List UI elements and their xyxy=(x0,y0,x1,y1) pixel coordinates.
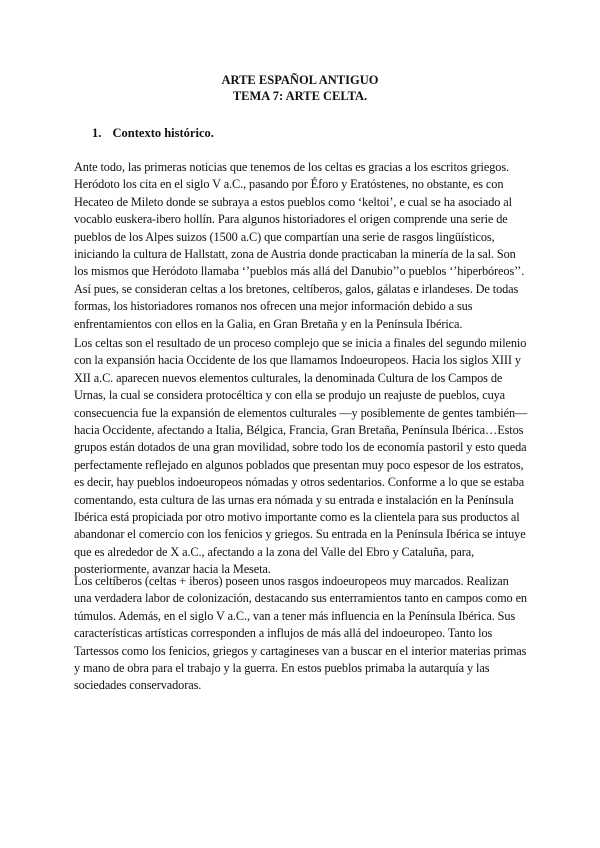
paragraph-line: Los celtas son el resultado de un proceso complejo que se inicia a finales del segundo milenio xyxy=(74,336,527,350)
paragraph xyxy=(74,159,534,333)
paragraph xyxy=(74,573,534,695)
paragraph-line: Así pues, se consideran celtas a los bretones, celtíberos, galos, gálatas e irlandeses. De todas xyxy=(74,281,519,296)
paragraph-line: abandonar el comercio con los fenicios y griegos. Su entrada en la Península Ibérica se intuye xyxy=(74,527,526,542)
paragraph-line: Hecateo de Mileto donde se subraya a estos pueblos como ‘keltoi’, e cual se ha asociado al xyxy=(74,194,512,209)
paragraph-line: comentando, esta cultura de las urnas era nómada y su entrada e instalación en la Península xyxy=(74,492,514,507)
paragraph-line: consecuencia fue la expansión de elementos culturales —y posiblemente de gentes también— xyxy=(74,405,528,420)
paragraph-line: Tartessos como los fenicios, griegos y cartagineses van a buscar en el interior materias primas xyxy=(74,643,527,658)
section-heading xyxy=(92,125,214,141)
section-heading-text: Contexto histórico. xyxy=(112,126,214,140)
paragraph-line: Ibérica está propiciada por otro motivo importante como es la clientela para sus productos al xyxy=(74,510,520,525)
paragraph-line: enfrentamientos con ellos en la Galia, en Gran Bretaña y en la Península Ibérica. xyxy=(74,316,463,331)
paragraph-line: perfectamente reflejado en algunos poblados que presentan muy poco espesor de los estratos, xyxy=(74,457,524,472)
paragraph-line: características artísticas corresponden a influjos de más allá del indoeuropeo. Tanto los xyxy=(74,626,493,641)
paragraph-line: sociedades conservadoras. xyxy=(74,678,202,693)
document-title xyxy=(0,72,600,104)
paragraph-line: que es alrededor de X a.C., afectando a la zona del Valle del Ebro y Cataluña, para, xyxy=(74,544,475,559)
paragraph-line: grupos están dotados de una gran movilidad, sobre todo los de economía pastoril y esto queda xyxy=(74,440,527,455)
paragraph-line: formas, los historiadores romanos nos ofrecen una mejor información debido a sus xyxy=(74,299,473,314)
paragraph-line: XII a.C. aparecen nuevos elementos culturales, la denominada Cultura de los Campos de xyxy=(74,370,503,385)
paragraph-line: es decir, hay pueblos indoeuropeos nómadas y otros sedentarios. Conforme a lo que se estaba xyxy=(74,475,525,490)
paragraph-line: una verdadera labor de colonización, destacando sus enterramientos tanto en campos como en xyxy=(74,591,527,606)
paragraph-line: posteriormente, avanzar hacia la Meseta. xyxy=(74,562,271,577)
paragraph-line: y mano de obra para el trabajo y la guerra. En estos pueblos primaba la autarquía y las xyxy=(74,661,490,676)
title-line-2: TEMA 7: ARTE CELTA. xyxy=(232,89,368,103)
paragraph-line: iniciando la cultura de Hallstatt, zona de Austria donde practicaban la minería de la sal. Son xyxy=(74,247,516,262)
paragraph-line: Heródoto los cita en el siglo V a.C., pasando por Éforo y Eratóstenes, no obstante, es con xyxy=(74,177,504,192)
paragraph-line: los mismos que Heródoto llamaba ‘’pueblos más allá del Danubio’’o pueblos ‘’hiperbóreos’’. xyxy=(74,264,525,279)
paragraph-line: pueblos de los Alpes suizos (1500 a.C) que compartían una serie de rasgos lingüísticos, xyxy=(74,229,495,244)
paragraph-line: hacia Occidente, afectando a Italia, Bélgica, Francia, Gran Bretaña, Península Ibérica…Estos xyxy=(74,423,524,438)
paragraph xyxy=(74,335,534,579)
paragraph-line: vocablo euskera-ibero hollín. Para algunos historiadores el origen comprende una serie de xyxy=(74,212,508,227)
paragraph-line: túmulos. Además, en el siglo V a.C., van a tener más influencia en la Península Ibérica. Sus xyxy=(74,608,516,623)
title-line-1: ARTE ESPAÑOL ANTIGUO xyxy=(221,73,379,87)
paragraph-line: Urnas, la cual se considera protocéltica y con ella se produjo un reajuste de pueblos, cuya xyxy=(74,388,506,403)
paragraph-line: Los celtíberos (celtas + iberos) poseen unos rasgos indoeuropeos muy marcados. Realizan xyxy=(74,574,509,588)
paragraph-line: con la expansión hacia Occidente de los que llamamos Indoeuropeos. Hacia los siglos XIII y xyxy=(74,353,521,368)
section-number: 1. xyxy=(92,126,102,140)
paragraph-line: Ante todo, las primeras noticias que tenemos de los celtas es gracias a los escritos griegos. xyxy=(74,160,509,174)
